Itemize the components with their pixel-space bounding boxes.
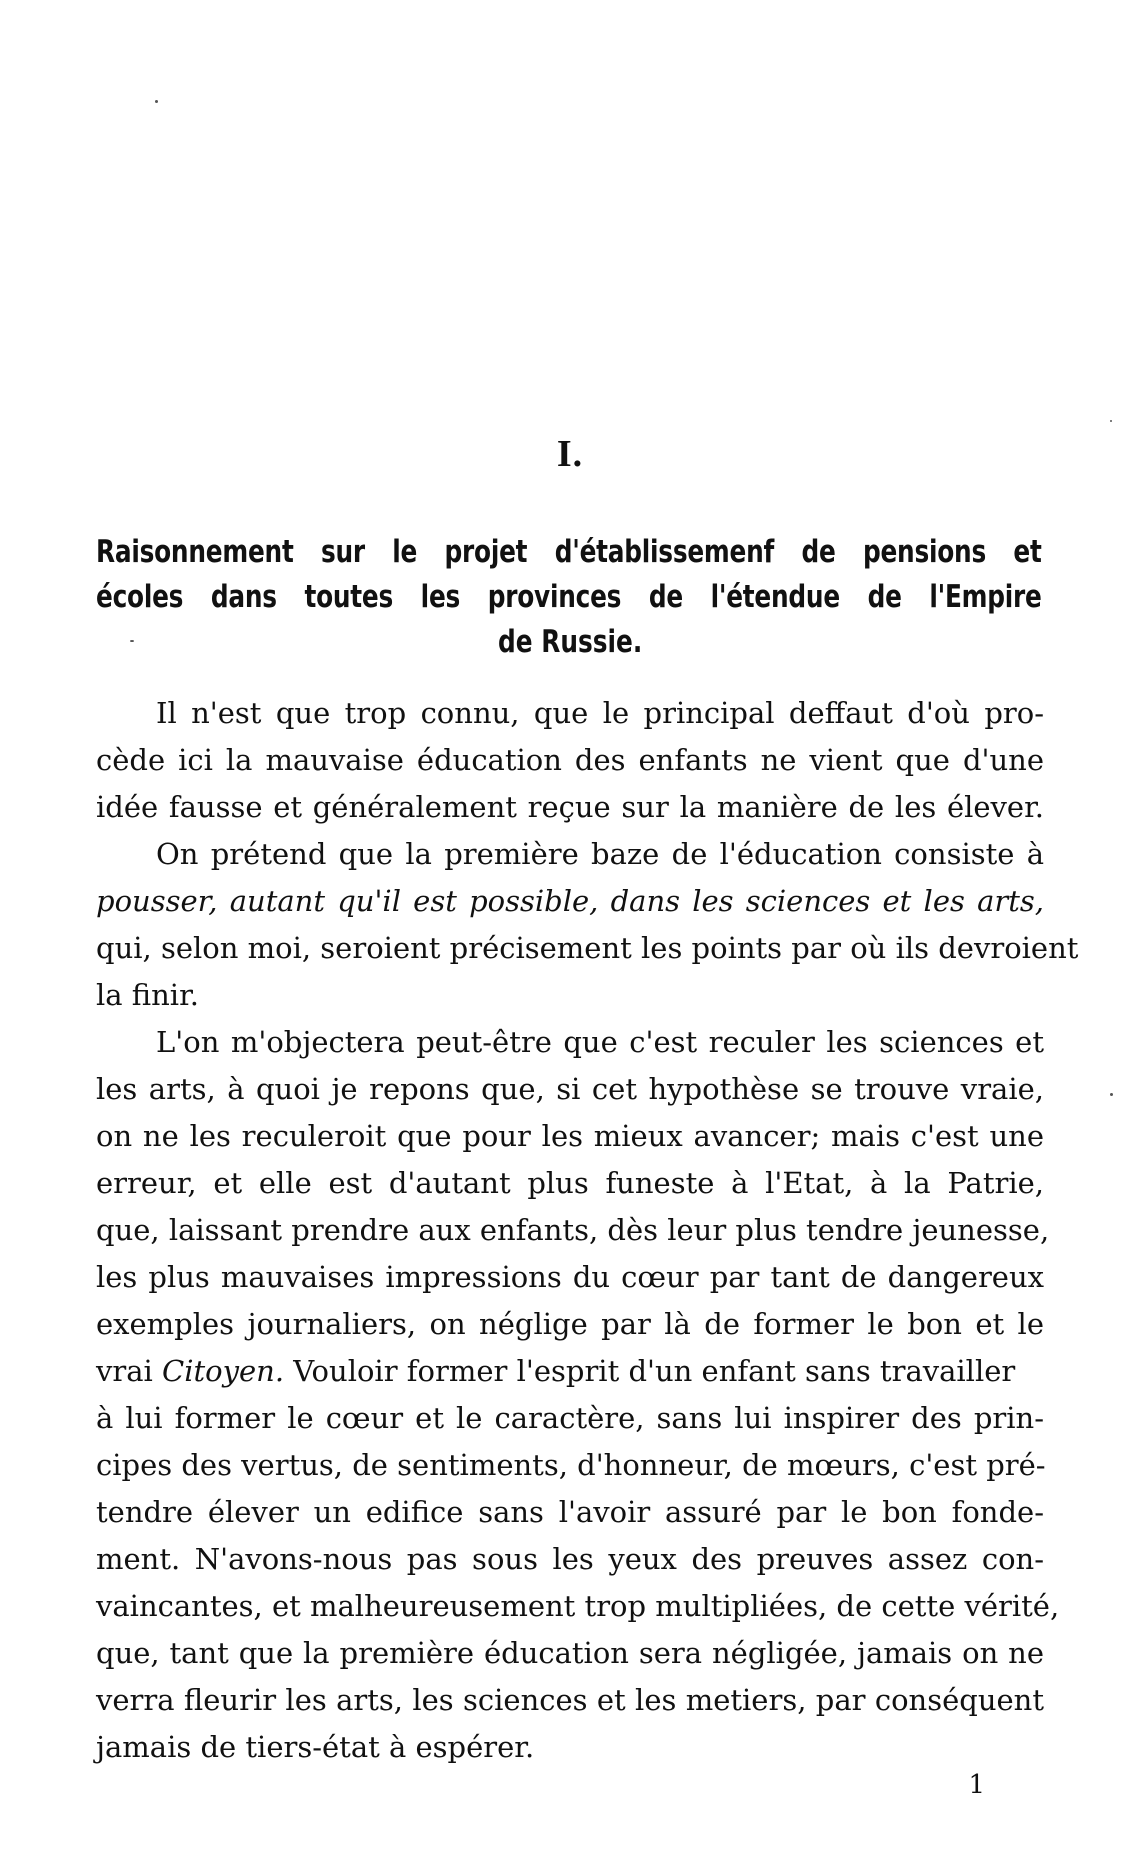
print-speck [1110,420,1112,422]
chapter-number: I. [556,433,584,475]
text-line: L'on m'objectera peut-être que c'est reculer les sciences et [156,1025,1044,1059]
text-line: idée fausse et généralement reçue sur la manière de les élever. [96,790,1044,824]
text-line: exemples journaliers, on néglige par là de former le bon et le [96,1307,1044,1341]
print-speck [155,100,158,103]
text-line: les plus mauvaises impressions du cœur par tant de dangereux [96,1260,1044,1294]
text-line: qui, selon moi, seroient précisement les points par où ils devroient [96,931,1079,965]
text-line: que, tant que la première éducation sera négligée, jamais on ne [96,1636,1044,1670]
chapter-title-line-3: de Russie. [497,624,643,660]
chapter-title-line-1: Raisonnement sur le projet d'établissemenf de pensions et [96,534,1042,570]
text-line: tendre élever un edifice sans l'avoir assuré par le bon fonde- [96,1495,1044,1529]
text-line: pousser, autant qu'il est possible, dans les sciences et les arts, [96,884,1044,918]
text-line: à lui former le cœur et le caractère, sans lui inspirer des prin- [96,1401,1044,1435]
print-speck [1110,1093,1113,1096]
text-line: jamais de tiers-état à espérer. [96,1730,535,1764]
print-speck [130,640,134,642]
page-number: 1 [968,1770,985,1800]
text-line: que, laissant prendre aux enfants, dès leur plus tendre jeunesse, [96,1213,1050,1247]
text-line: Il n'est que trop connu, que le principal deffaut d'où pro- [156,696,1044,730]
text-line: On prétend que la première baze de l'éducation consiste à [156,837,1044,871]
text-line: erreur, et elle est d'autant plus funeste à l'Etat, à la Patrie, [96,1166,1044,1200]
text-line: cipes des vertus, de sentiments, d'honneur, de mœurs, c'est pré- [96,1448,1046,1482]
text-line: la finir. [96,978,199,1012]
italic-word: Citoyen. [162,1354,285,1388]
text-line-mixed: vrai Citoyen. Vouloir former l'esprit d'un enfant sans travailler [96,1354,1016,1388]
text-line: verra fleurir les arts, les sciences et les metiers, par conséquent [96,1683,1044,1717]
text-line: les arts, à quoi je repons que, si cet hypothèse se trouve vraie, [96,1072,1044,1106]
text-line: vaincantes, et malheureusement trop multipliées, de cette vérité, [96,1589,1060,1623]
text-line: on ne les reculeroit que pour les mieux avancer; mais c'est une [96,1119,1044,1153]
chapter-title-line-2: écoles dans toutes les provinces de l'étendue de l'Empire [96,579,1042,615]
text-line: ment. N'avons-nous pas sous les yeux des preuves assez con- [96,1542,1044,1576]
text-line: cède ici la mauvaise éducation des enfants ne vient que d'une [96,743,1044,777]
